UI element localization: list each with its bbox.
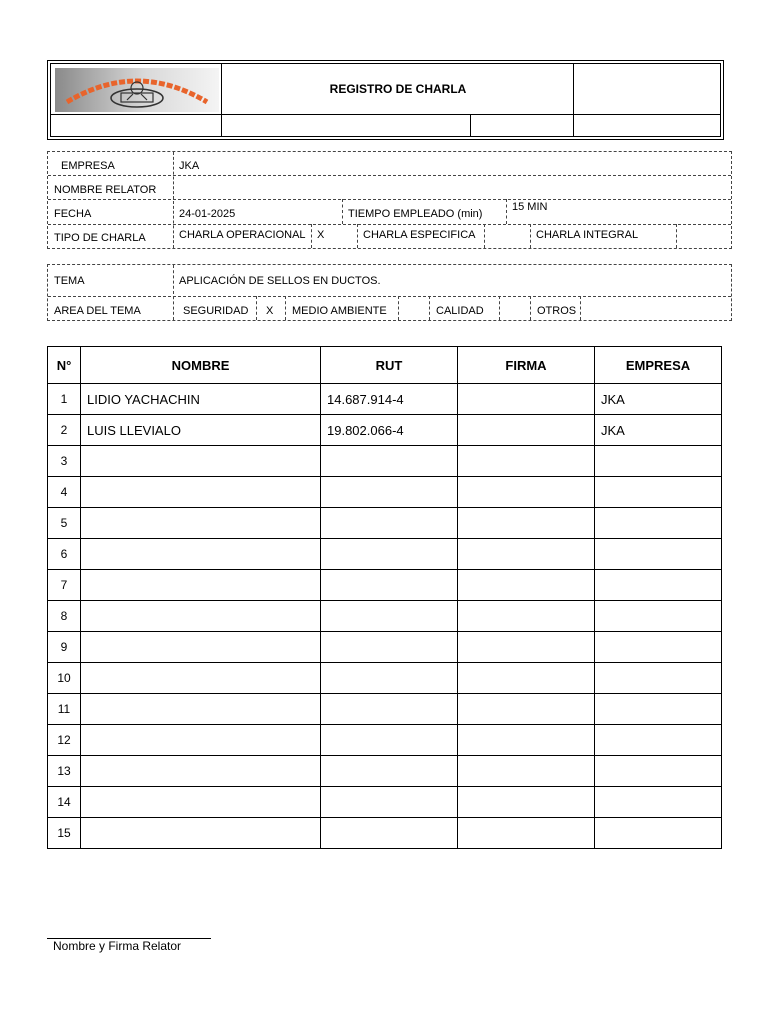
column-header: NOMBRE (81, 347, 321, 384)
cell-rut[interactable] (321, 601, 458, 632)
column-header: EMPRESA (595, 347, 722, 384)
col-divider (429, 296, 430, 320)
cell-number: 5 (48, 508, 81, 539)
topic-table (47, 264, 732, 321)
cell-firma[interactable] (458, 601, 595, 632)
relator-label: NOMBRE RELATOR (54, 184, 157, 196)
tipo-operacional-mark[interactable]: X (317, 229, 325, 241)
fecha-value[interactable]: 24-01-2025 (179, 208, 236, 220)
table-row (48, 415, 722, 446)
table-row (48, 446, 722, 477)
cell-rut[interactable] (321, 508, 458, 539)
cell-number: 2 (48, 415, 81, 446)
info-table (47, 151, 732, 249)
cell-nombre[interactable] (81, 508, 321, 539)
cell-number: 4 (48, 477, 81, 508)
table-row (48, 663, 722, 694)
cell-rut[interactable] (321, 632, 458, 663)
cell-empresa[interactable] (595, 570, 722, 601)
col-divider (398, 296, 399, 320)
cell-firma[interactable] (458, 725, 595, 756)
cell-firma[interactable] (458, 818, 595, 849)
col-divider (173, 265, 174, 320)
cell-nombre[interactable] (81, 477, 321, 508)
cell-nombre[interactable] (81, 601, 321, 632)
cell-nombre[interactable] (81, 787, 321, 818)
cell-rut[interactable] (321, 818, 458, 849)
table-row (48, 570, 722, 601)
tipo-operacional: CHARLA OPERACIONAL (179, 229, 306, 241)
cell-number: 10 (48, 663, 81, 694)
cell-rut[interactable] (321, 663, 458, 694)
cell-firma[interactable] (458, 508, 595, 539)
cell-empresa[interactable] (595, 508, 722, 539)
cell-nombre[interactable] (81, 570, 321, 601)
empresa-value[interactable]: JKA (179, 160, 200, 172)
header-divider (470, 114, 471, 136)
cell-firma[interactable] (458, 539, 595, 570)
table-row (48, 632, 722, 663)
cell-nombre[interactable] (81, 725, 321, 756)
cell-empresa[interactable] (595, 818, 722, 849)
cell-number: 14 (48, 787, 81, 818)
cell-empresa[interactable]: JKA (595, 415, 722, 446)
cell-empresa[interactable] (595, 601, 722, 632)
cell-number: 12 (48, 725, 81, 756)
tiempo-value[interactable]: 15 MIN (512, 201, 548, 213)
tiempo-label: TIEMPO EMPLEADO (min) (348, 208, 483, 220)
col-divider (580, 296, 581, 320)
header-divider (51, 114, 720, 115)
table-row (48, 756, 722, 787)
cell-rut[interactable] (321, 756, 458, 787)
cell-number: 13 (48, 756, 81, 787)
col-divider (342, 199, 343, 224)
document-header (47, 60, 724, 140)
table-row (48, 384, 722, 415)
tipo-especifica: CHARLA ESPECIFICA (363, 229, 476, 241)
cell-firma[interactable] (458, 787, 595, 818)
area-label: AREA DEL TEMA (54, 305, 141, 317)
company-logo (55, 68, 219, 112)
area-calidad: CALIDAD (436, 305, 484, 317)
header-inner-border (50, 63, 721, 137)
tipo-integral: CHARLA INTEGRAL (536, 229, 639, 241)
area-medio-ambiente: MEDIO AMBIENTE (292, 305, 387, 317)
table-header-row (48, 347, 722, 384)
cell-rut[interactable] (321, 539, 458, 570)
row-divider (48, 296, 731, 297)
cell-number: 8 (48, 601, 81, 632)
cell-number: 9 (48, 632, 81, 663)
table-row (48, 725, 722, 756)
cell-nombre[interactable] (81, 663, 321, 694)
empresa-label: EMPRESA (61, 160, 115, 172)
page-title: REGISTRO DE CHARLA (329, 82, 467, 96)
col-divider (173, 152, 174, 248)
table-row (48, 818, 722, 849)
cell-empresa[interactable] (595, 663, 722, 694)
cell-rut[interactable] (321, 787, 458, 818)
cell-rut[interactable]: 19.802.066-4 (321, 415, 458, 446)
cell-firma[interactable] (458, 756, 595, 787)
cell-rut[interactable] (321, 446, 458, 477)
row-divider (48, 224, 731, 225)
cell-empresa[interactable] (595, 539, 722, 570)
cell-empresa[interactable] (595, 632, 722, 663)
cell-rut[interactable]: 14.687.914-4 (321, 384, 458, 415)
cell-nombre[interactable] (81, 694, 321, 725)
cell-number: 1 (48, 384, 81, 415)
cell-empresa[interactable] (595, 446, 722, 477)
cell-firma[interactable] (458, 632, 595, 663)
logo-emblem-icon (55, 68, 219, 112)
cell-number: 11 (48, 694, 81, 725)
col-divider (506, 199, 507, 224)
table-row (48, 539, 722, 570)
cell-nombre[interactable]: LUIS LLEVIALO (81, 415, 321, 446)
cell-firma[interactable] (458, 446, 595, 477)
tema-value[interactable]: APLICACIÓN DE SELLOS EN DUCTOS. (179, 275, 381, 287)
cell-rut[interactable] (321, 477, 458, 508)
col-divider (484, 224, 485, 248)
table-row (48, 477, 722, 508)
cell-number: 3 (48, 446, 81, 477)
cell-empresa[interactable]: JKA (595, 384, 722, 415)
column-header: N° (48, 347, 81, 384)
signature-label: Nombre y Firma Relator (53, 939, 182, 953)
area-seguridad: SEGURIDAD (183, 305, 249, 317)
cell-nombre[interactable] (81, 818, 321, 849)
cell-firma[interactable] (458, 663, 595, 694)
col-divider (676, 224, 677, 248)
col-divider (285, 296, 286, 320)
table-row (48, 694, 722, 725)
column-header: FIRMA (458, 347, 595, 384)
cell-nombre[interactable] (81, 446, 321, 477)
table-row (48, 601, 722, 632)
cell-rut[interactable] (321, 694, 458, 725)
tipo-label: TIPO DE CHARLA (54, 232, 146, 244)
col-divider (530, 296, 531, 320)
col-divider (499, 296, 500, 320)
header-divider (221, 64, 222, 136)
cell-nombre[interactable] (81, 756, 321, 787)
col-divider (530, 224, 531, 248)
cell-empresa[interactable] (595, 477, 722, 508)
cell-rut[interactable] (321, 725, 458, 756)
cell-empresa[interactable] (595, 756, 722, 787)
cell-nombre[interactable] (81, 632, 321, 663)
fecha-label: FECHA (54, 208, 92, 220)
table-row (48, 787, 722, 818)
row-divider (48, 175, 731, 176)
cell-number: 6 (48, 539, 81, 570)
area-otros: OTROS (537, 305, 577, 317)
cell-firma[interactable] (458, 477, 595, 508)
cell-empresa[interactable] (595, 725, 722, 756)
col-divider (256, 296, 257, 320)
cell-empresa[interactable] (595, 787, 722, 818)
table-row (48, 508, 722, 539)
cell-empresa[interactable] (595, 694, 722, 725)
cell-nombre[interactable] (81, 539, 321, 570)
header-divider (573, 64, 574, 136)
col-divider (357, 224, 358, 248)
cell-nombre[interactable]: LIDIO YACHACHIN (81, 384, 321, 415)
tema-label: TEMA (54, 275, 85, 287)
cell-firma[interactable] (458, 694, 595, 725)
column-header: RUT (321, 347, 458, 384)
attendance-table (47, 346, 722, 849)
cell-number: 7 (48, 570, 81, 601)
cell-firma[interactable] (458, 415, 595, 446)
cell-firma[interactable] (458, 384, 595, 415)
col-divider (311, 224, 312, 248)
cell-firma[interactable] (458, 570, 595, 601)
row-divider (48, 199, 731, 200)
area-seguridad-mark[interactable]: X (266, 305, 274, 317)
cell-number: 15 (48, 818, 81, 849)
cell-rut[interactable] (321, 570, 458, 601)
